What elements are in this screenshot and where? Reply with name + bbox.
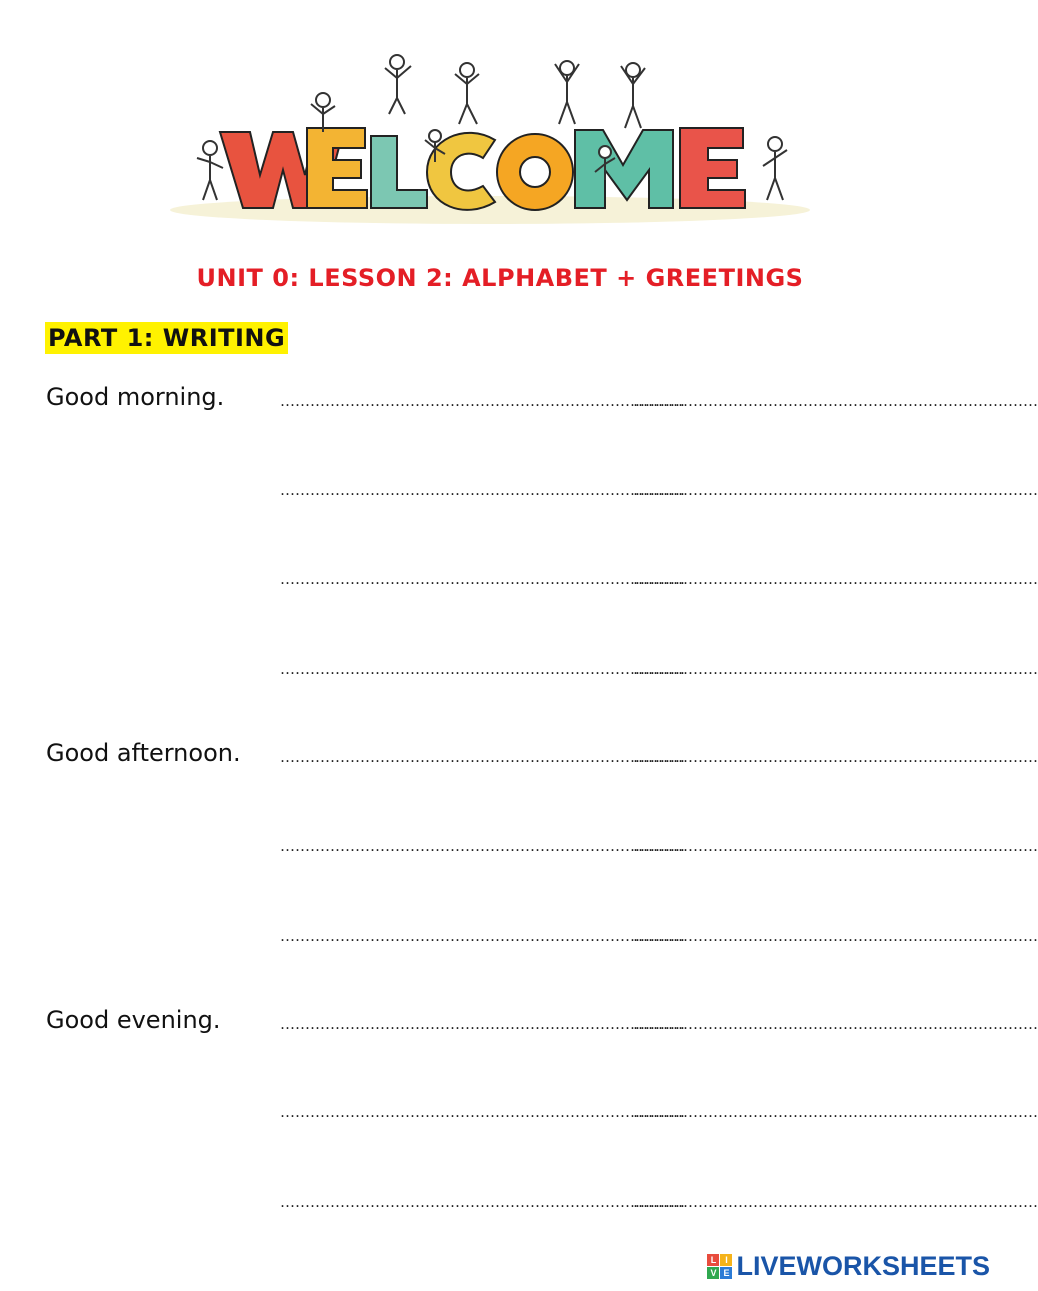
writing-blank[interactable]: ……………………………………………………………………… bbox=[633, 837, 1038, 855]
writing-blank[interactable]: ……………………………………………………………………… bbox=[280, 570, 685, 588]
writing-blank[interactable]: ……………………………………………………………………… bbox=[633, 570, 1038, 588]
part-heading: PART 1: WRITING bbox=[45, 322, 288, 354]
writing-blank[interactable]: ……………………………………………………………………… bbox=[280, 392, 685, 410]
writing-blank[interactable]: ……………………………………………………………………… bbox=[280, 481, 685, 499]
writing-blank[interactable]: ……………………………………………………………………… bbox=[633, 481, 1038, 499]
writing-blank[interactable]: ……………………………………………………………………… bbox=[280, 660, 685, 678]
section-label-good-evening: Good evening. bbox=[46, 1006, 221, 1034]
writing-blank[interactable]: ……………………………………………………………………… bbox=[633, 1193, 1038, 1211]
brand-name: LIVEWORKSHEETS bbox=[736, 1250, 990, 1281]
writing-blank[interactable]: ……………………………………………………………………… bbox=[633, 660, 1038, 678]
welcome-banner bbox=[165, 40, 815, 230]
lesson-title: UNIT 0: LESSON 2: ALPHABET + GREETINGS bbox=[196, 264, 804, 292]
writing-blank[interactable]: ……………………………………………………………………… bbox=[280, 748, 685, 766]
writing-blank[interactable]: ……………………………………………………………………… bbox=[633, 392, 1038, 410]
liveworksheets-logo[interactable] bbox=[707, 1249, 990, 1283]
section-label-good-morning: Good morning. bbox=[46, 383, 225, 411]
writing-blank[interactable]: ……………………………………………………………………… bbox=[633, 927, 1038, 945]
writing-blank[interactable]: ……………………………………………………………………… bbox=[280, 927, 685, 945]
writing-blank[interactable]: ……………………………………………………………………… bbox=[280, 1193, 685, 1211]
writing-blank[interactable]: ……………………………………………………………………… bbox=[633, 1103, 1038, 1121]
section-label-good-afternoon: Good afternoon. bbox=[46, 739, 241, 767]
writing-blank[interactable]: ……………………………………………………………………… bbox=[633, 1015, 1038, 1033]
writing-blank[interactable]: ……………………………………………………………………… bbox=[280, 1103, 685, 1121]
welcome-illustration bbox=[165, 40, 815, 230]
writing-blank[interactable]: ……………………………………………………………………… bbox=[633, 748, 1038, 766]
live-blocks-icon: L I V E bbox=[707, 1254, 732, 1279]
writing-blank[interactable]: ……………………………………………………………………… bbox=[280, 1015, 685, 1033]
writing-blank[interactable]: ……………………………………………………………………… bbox=[280, 837, 685, 855]
